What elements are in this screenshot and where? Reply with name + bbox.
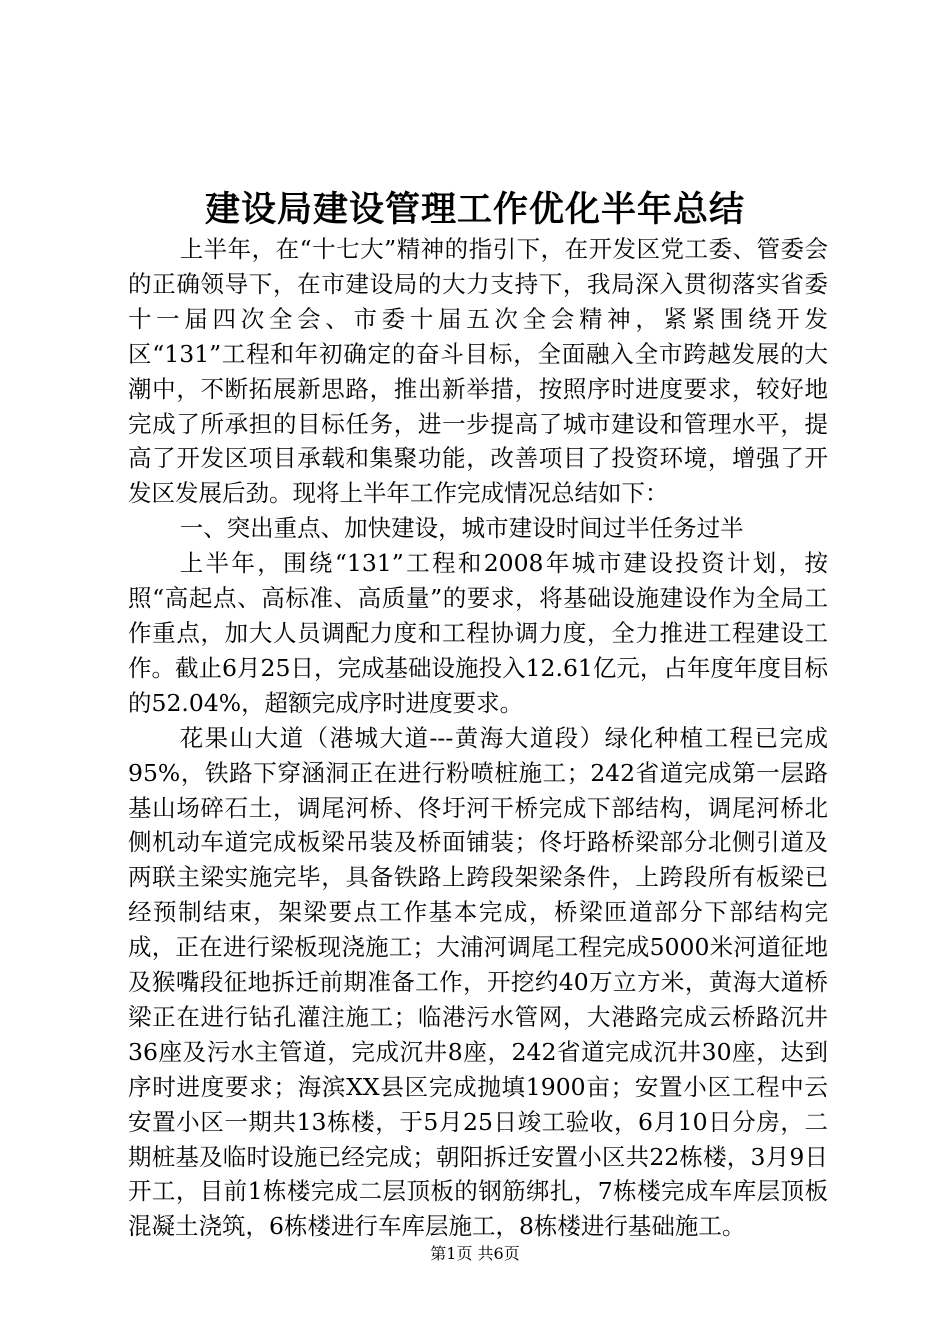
document-title: 建设局建设管理工作优化半年总结 xyxy=(204,189,745,230)
page-footer: 第1页 共6页 xyxy=(430,1244,520,1263)
paragraph-intro: 上半年，在“十七大”精神的指引下，在开发区党工委、管委会的正确领导下，在市建设局的大力支持下，我局深入贯彻落实省委十一届四次全会、市委十届五次全会精神，紧紧围绕开发区“131”工程和年初确定的奋斗目标，全面融入全市跨越发展的大潮中，不断拓展新思路，推出新举措，按照序时进度要求，较好地完成了所承担的目标任务，进一步提高了城市建设和管理水平，提高了开发区项目承载和集聚功能，改善项目了投资环境，增强了开发区发展后劲。现将上半年工作完成情况总结如下： xyxy=(128,235,828,508)
paragraph-investment: 上半年，围绕“131”工程和2008年城市建设投资计划，按照“高起点、高标准、高质量”的要求，将基础设施建设作为全局工作重点，加大人员调配力度和工程协调力度，全力推进工程建设工作。截止6月25日，完成基础设施投入12.61亿元，占年度年度目标的52.04%，超额完成序时进度要求。 xyxy=(128,549,828,717)
paragraph-projects: 花果山大道（港城大道---黄海大道段）绿化种植工程已完成95%，铁路下穿涵洞正在进行粉喷桩施工；242省道完成第一层路基山场碎石土，调尾河桥、佟圩河干桥完成下部结构，调尾河桥北侧机动车道完成板梁吊装及桥面铺装；佟圩路桥梁部分北侧引道及两联主梁实施完毕，具备铁路上跨段架梁条件，上跨段所有板梁已经预制结束，架梁要点工作基本完成，桥梁匝道部分下部结构完成，正在进行梁板现浇施工；大浦河调尾工程完成5000米河道征地及猴嘴段征地拆迁前期准备工作，开挖约40万立方米，黄海大道桥梁正在进行钻孔灌注施工；临港污水管网，大港路完成云桥路沉井36座及污水主管道，完成沉井8座，242省道完成沉井30座，达到序时进度要求；海滨XX县区完成抛填1900亩；安置小区工程中云安置小区一期共13栋楼，于5月25日竣工验收，6月10日分房，二期桩基及临时设施已经完成；朝阳拆迁安置小区共22栋楼，3月9日开工，目前1栋楼完成二层顶板的钢筋绑扎，7栋楼完成车库层顶板混凝土浇筑，6栋楼进行车库层施工，8栋楼进行基础施工。 xyxy=(128,723,828,1241)
section-heading-1: 一、突出重点、加快建设，城市建设时间过半任务过半 xyxy=(179,514,744,543)
document-body xyxy=(128,232,828,1244)
